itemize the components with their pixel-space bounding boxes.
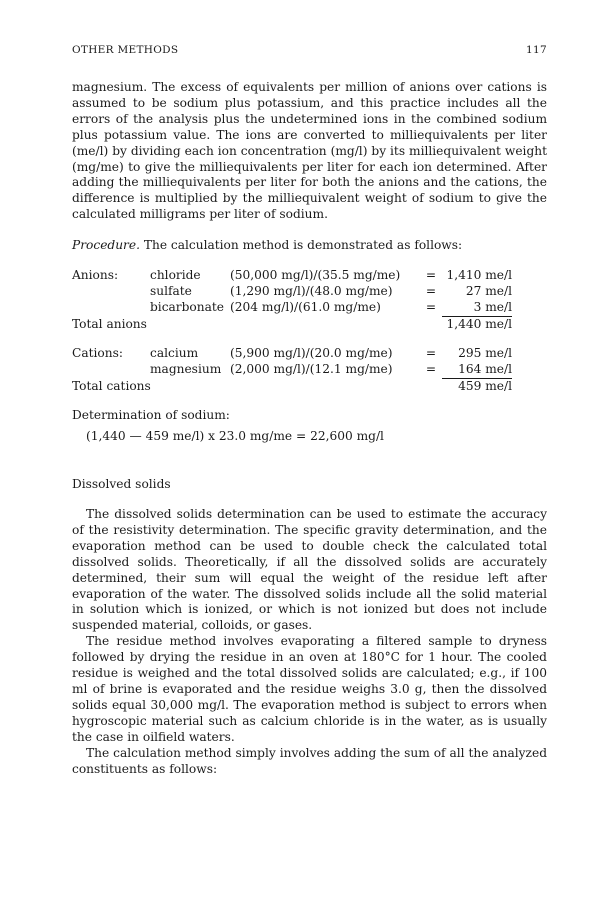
intro-paragraph: magnesium. The excess of equivalents per million of anions over cations is assumed to be sodium plus potassium, and this practice includes all the errors of the analysis plus the undetermined ions in the combined sodium plus potassium value. The ions are converted to milliequivalents per liter (me/l) by dividing each ion concentration (mg/l) by its milliequivalent weight (mg/me) to give the milliequivalents per liter for each ion determined. After adding the milliequivalents per liter for both the anions and the cations, the difference is multiplied by the milliequivalent weight of sodium to give the calculated milligrams per liter of sodium. [72,80,547,222]
table-row [72,362,512,378]
ion-name: bicarbonate [150,300,224,315]
ion-expression: (1,290 mg/l)/(48.0 mg/me) [230,283,393,298]
total-anions-label: Total anions [72,316,147,331]
page-number: 117 [526,44,547,56]
sodium-label: Determination of sodium: [72,408,230,422]
ion-name: chloride [150,268,201,282]
ion-name: calcium [150,346,199,360]
procedure-text: The calculation method is demonstrated as follows: [139,238,463,252]
sodium-section [72,408,547,445]
ion-result: 295 me/l [458,346,512,360]
anions-table-wrap [72,268,547,333]
section-heading-wrap [72,477,547,493]
anions-table [72,268,512,333]
intro-section [72,80,547,223]
equals-sign: = [425,346,437,360]
total-cations-label: Total cations [72,378,151,393]
cations-label: Cations: [72,346,123,360]
cations-table-wrap [72,346,547,395]
paragraph: The calculation method simply involves adding the sum of all the analyzed constituents as follows: [72,745,547,776]
cations-table [72,346,512,395]
ion-expression: (5,900 mg/l)/(20.0 mg/me) [230,346,393,360]
table-row [72,316,512,332]
anions-label: Anions: [72,268,119,282]
table-row [72,300,512,316]
paragraph: The residue method involves evaporating a filtered sample to dryness followed by drying the residue in an oven at 180°C for 1 hour. The cooled residue is weighed and the total dissolved solids are calculated; e.g., if 100 ml of brine is evaporated and the residue weighs 3.0 g, then the dissolved solids equal 30,000 mg/l. The evaporation method is subject to errors when hygroscopic material such as calcium chloride is in the water, as is usually the case in oilfield waters. [72,634,547,744]
ion-result: 3 me/l [442,300,512,316]
total-cations-value: 459 me/l [458,378,512,393]
running-header [72,44,547,56]
equals-sign: = [425,300,437,315]
procedure-line [72,238,547,254]
ion-name: magnesium [150,362,222,377]
ion-result: 164 me/l [442,362,512,378]
ion-result: 27 me/l [465,283,512,298]
paragraph: The dissolved solids determination can be used to estimate the accuracy of the resistivity determination. The specific gravity determination, and the evaporation method can be used to double check the calculated total dissolved solids. Theoretically, if all the dissolved solids are accurately determined, their sum will equal the weight of the residue left after evaporation of the water. The dissolved solids include all the solid material in solution which is ionized, or which is not ionized but does not include suspended material, colloids, or gases. [72,507,547,633]
ion-expression: (2,000 mg/l)/(12.1 mg/me) [230,362,393,377]
section-heading: Dissolved solids [72,477,171,491]
dissolved-solids-body [72,507,547,777]
ion-expression: (50,000 mg/l)/(35.5 mg/me) [230,268,401,282]
table-row [72,284,512,300]
equals-sign: = [425,283,437,298]
table-row [72,268,512,284]
table-row [72,346,512,362]
total-anions-value: 1,440 me/l [446,316,512,331]
procedure-label: Procedure. [72,238,140,252]
ion-name: sulfate [150,283,192,298]
ion-result: 1,410 me/l [446,268,512,282]
ion-expression: (204 mg/l)/(61.0 mg/me) [230,300,381,315]
running-title: OTHER METHODS [72,44,179,56]
sodium-equation: (1,440 — 459 me/l) x 23.0 mg/me = 22,600 mg/l [86,428,384,443]
equals-sign: = [425,362,437,377]
equals-sign: = [425,268,437,282]
table-row [72,378,512,394]
